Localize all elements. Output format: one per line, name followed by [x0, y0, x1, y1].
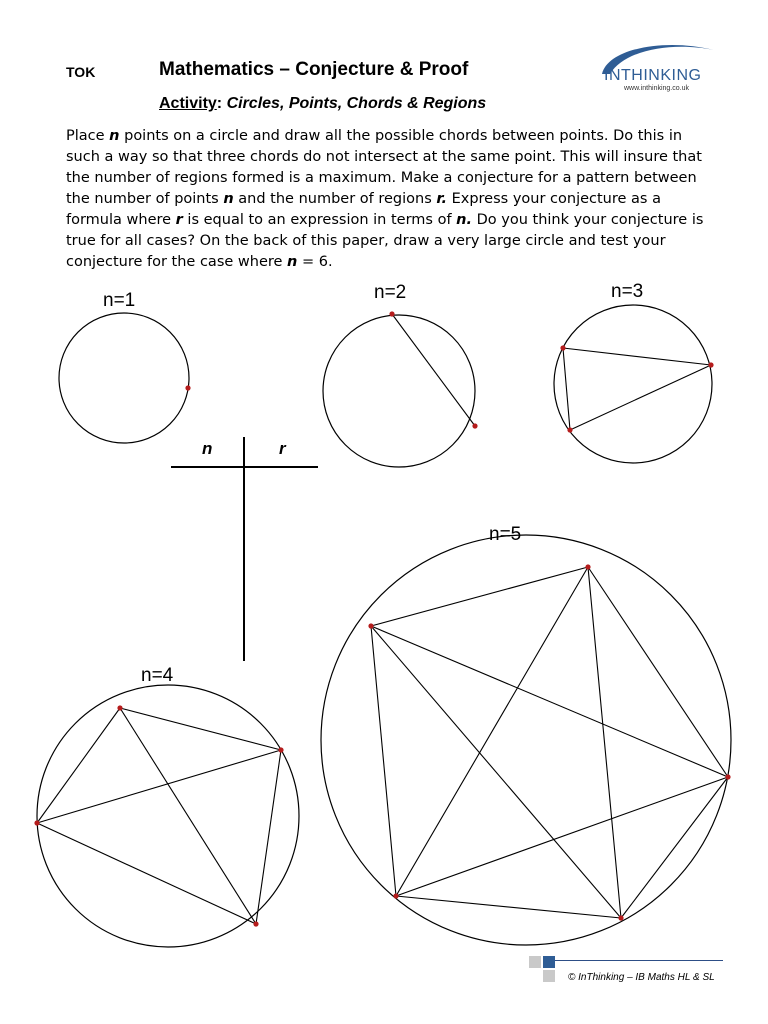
point-n3: [567, 427, 572, 432]
point-n5: [618, 915, 623, 920]
chord-n4: [37, 750, 281, 823]
chord-n2: [392, 314, 475, 426]
activity-colon: :: [216, 95, 223, 112]
footer-logo-square: [529, 956, 541, 968]
chord-n3: [563, 348, 711, 365]
chord-n3: [570, 365, 711, 430]
footer-rule: [555, 960, 723, 961]
logo-url: www.inthinking.co.uk: [624, 85, 689, 92]
table-header-r: r: [279, 439, 286, 458]
activity-label: Activity: [159, 95, 217, 112]
chord-n5: [396, 896, 621, 918]
point-n4: [253, 921, 258, 926]
footer-logo-square: [543, 956, 555, 968]
chord-n3: [563, 348, 570, 430]
circle-n2: [323, 315, 475, 467]
footer-copyright: © InThinking – IB Maths HL & SL: [568, 972, 715, 983]
chord-n5: [371, 626, 728, 777]
footer-logo-square: [543, 970, 555, 982]
variable-term: n.: [456, 212, 472, 228]
point-n4: [34, 820, 39, 825]
text-run: and the number of regions: [233, 191, 437, 207]
label-n2: n=2: [374, 282, 407, 303]
label-n3: n=3: [611, 281, 644, 302]
chord-n4: [120, 708, 281, 750]
chord-n4: [120, 708, 256, 924]
point-n2: [389, 311, 394, 316]
text-run: = 6.: [297, 254, 333, 270]
activity-name: Circles, Points, Chords & Regions: [226, 95, 487, 112]
chord-n4: [37, 708, 120, 823]
circle-n4: [37, 685, 299, 947]
table-header-n: n: [202, 439, 213, 458]
label-n4: n=4: [141, 665, 174, 686]
text-run: Express your conjecture as a formula where: [66, 191, 661, 228]
chord-n5: [621, 777, 728, 918]
point-n5: [725, 774, 730, 779]
point-n4: [278, 747, 283, 752]
variable-term: n: [109, 128, 120, 144]
point-n5: [393, 893, 398, 898]
circle-n5: [321, 535, 731, 945]
chord-n4: [37, 823, 256, 924]
label-n1: n=1: [103, 290, 136, 311]
tok-label: TOK: [66, 64, 96, 80]
point-n3: [708, 362, 713, 367]
point-n5: [368, 623, 373, 628]
circle-n3: [554, 305, 712, 463]
variable-term: r: [175, 212, 183, 228]
point-n4: [117, 705, 122, 710]
text-run: Place: [66, 128, 110, 144]
text-run: points on a circle and draw all the possible chords between points. Do this in such a way so that three chords do not intersect at the same point. This will insure that the number of regions formed is a maximum. Make a conjecture for a pattern between the number of points: [66, 128, 702, 207]
variable-term: n: [223, 191, 234, 207]
chord-n5: [588, 567, 728, 777]
point-n5: [585, 564, 590, 569]
chord-n5: [588, 567, 621, 918]
text-run: Do you think your conjecture is true for all cases? On the back of this paper, draw a very large circle and test your conjecture for the case where: [66, 212, 704, 270]
text-run: is equal to an expression in terms of: [182, 212, 457, 228]
point-n3: [560, 345, 565, 350]
logo-text: INTHINKING: [604, 67, 702, 84]
circle-diagrams: [34, 305, 731, 947]
point-n1: [185, 385, 190, 390]
variable-term: n: [287, 254, 298, 270]
variable-term: r.: [436, 191, 447, 207]
page-title: Mathematics – Conjecture & Proof: [159, 59, 469, 80]
point-n2: [472, 423, 477, 428]
chord-n5: [371, 626, 396, 896]
label-n5: n=5: [489, 524, 522, 545]
circle-n1: [59, 313, 189, 443]
chord-n4: [256, 750, 281, 924]
